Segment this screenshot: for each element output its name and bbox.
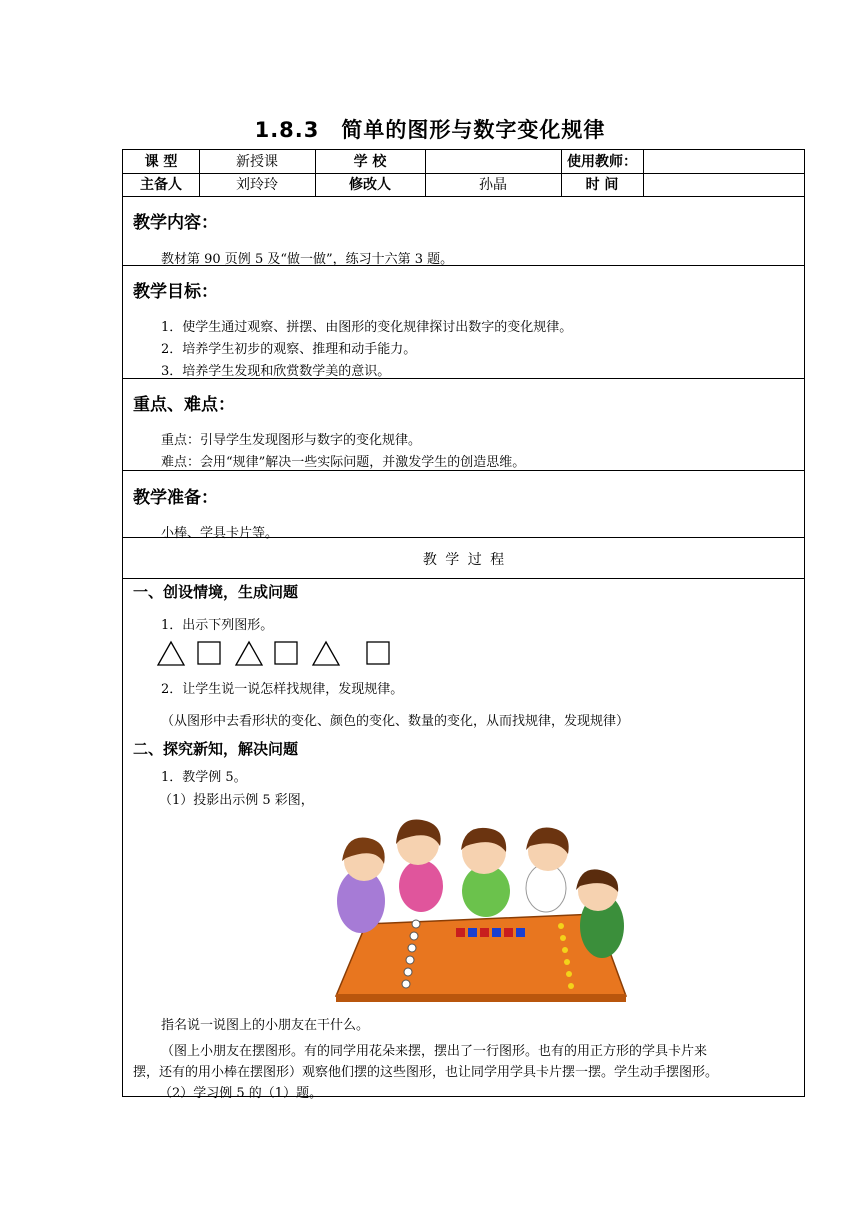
child-figure: [396, 820, 443, 913]
child-figure: [526, 827, 569, 912]
label-teacher: 使用教师：: [567, 154, 637, 170]
label-preparer: 主备人: [140, 177, 182, 193]
section1-line: 2．让学生说一说怎样找规律，发现规律。: [161, 682, 404, 697]
prep-heading: 教学准备：: [133, 488, 218, 508]
section2-line: 指名说一说图上的小朋友在干什么。: [161, 1018, 370, 1033]
value-lesson-type: 新授课: [236, 154, 278, 170]
child-figure: [461, 828, 510, 917]
square-shape: [275, 642, 297, 664]
label-lesson-type: 课 型: [144, 154, 178, 170]
prep-text: 小棒、学具卡片等。: [161, 526, 279, 541]
triangle-shape: [313, 642, 339, 665]
triangle-shape: [158, 642, 184, 665]
section2-line: 摆，还有的用小棒在摆图形）观察他们摆的这些图形，也让同学用学具卡片摆一摆。学生动手摆图形。: [133, 1065, 719, 1080]
section2-title: 二、探究新知，解决问题: [133, 740, 299, 758]
key-point-item: 难点：会用“规律”解决一些实际问题，并激发学生的创造思维。: [161, 455, 526, 470]
section2-line: （图上小朋友在摆图形。有的同学用花朵来摆，摆出了一行图形。也有的用正方形的学具卡片来: [161, 1044, 708, 1059]
label-time: 时 间: [585, 177, 619, 193]
goal-item: 1．使学生通过观察、拼摆、由图形的变化规律探讨出数字的变化规律。: [161, 320, 573, 335]
value-reviser: 孙晶: [479, 177, 507, 193]
square-shape: [367, 642, 389, 664]
process-heading: 教 学 过 程: [422, 552, 507, 568]
label-school: 学 校: [353, 154, 387, 170]
child-figure: [337, 837, 385, 933]
section2-line: （2）学习例 5 的（1）题。: [159, 1086, 323, 1101]
goal-item: 3．培养学生发现和欣赏数学美的意识。: [161, 364, 391, 379]
value-preparer: 刘玲玲: [236, 177, 278, 193]
section1-line: （从图形中去看形状的变化、颜色的变化、数量的变化，从而找规律，发现规律）: [161, 714, 630, 729]
goal-item: 2．培养学生初步的观察、推理和动手能力。: [161, 342, 417, 357]
shape-sequence: [156, 639, 396, 667]
square-shape: [198, 642, 220, 664]
lesson-plan-table: [122, 149, 805, 1101]
section2-line: （1）投影出示例 5 彩图，: [159, 793, 314, 808]
goals-heading: 教学目标：: [133, 282, 218, 302]
children-playing-illustration: [326, 806, 632, 1004]
section1-line: 1．出示下列图形。: [161, 618, 274, 633]
key-points-heading: 重点、难点：: [133, 395, 235, 415]
section2-line: 1．教学例 5。: [161, 770, 247, 785]
label-reviser: 修改人: [349, 177, 391, 193]
key-point-item: 重点：引导学生发现图形与数字的变化规律。: [161, 433, 422, 448]
content-text: 教材第 90 页例 5 及“做一做”，练习十六第 3 题。: [161, 252, 454, 267]
content-heading: 教学内容：: [133, 213, 218, 233]
section1-title: 一、创设情境，生成问题: [133, 583, 299, 601]
triangle-shape: [236, 642, 262, 665]
page-title: 1.8.3 简单的图形与数字变化规律: [254, 118, 606, 142]
